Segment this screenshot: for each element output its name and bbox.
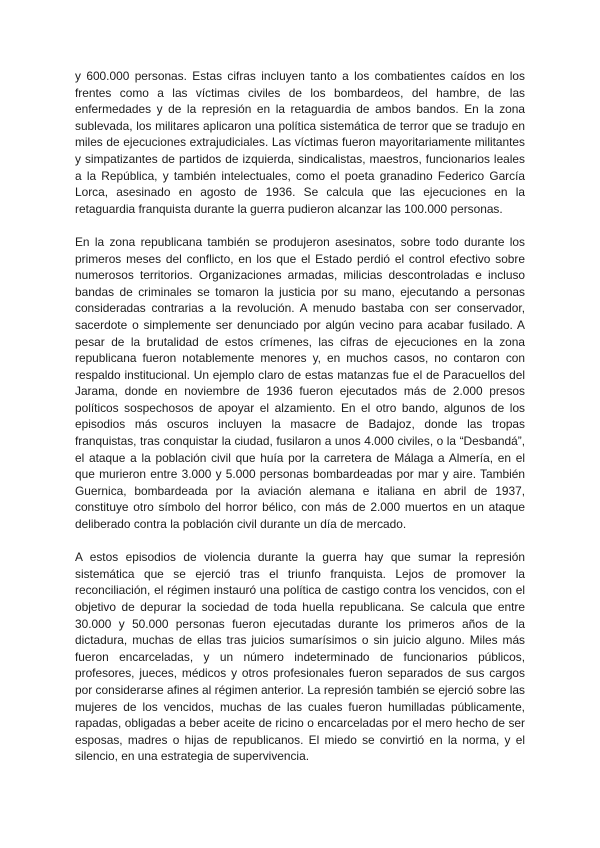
paragraph-3: A estos episodios de violencia durante la guerra hay que sumar la represión sistemática que se ejerció tras el triunfo franquista. Lejos de promover la reconciliación, el régimen instauró una política de castigo contra los vencidos, con el objetivo de depurar la sociedad de toda huella republicana. Se calcula que entre 30.000 y 50.000 personas fueron ejecutadas durante los primeros años de la dictadura, muchas de ellas tras juicios sumarísimos o sin juicio alguno. Miles más fueron encarceladas, y un número indeterminado de funcionarios públicos, profesores, jueces, médicos y otros profesionales fueron separados de sus cargos por considerarse afines al régimen anterior. La represión también se ejerció sobre las mujeres de los vencidos, muchas de las cuales fueron humilladas públicamente, rapadas, obligadas a beber aceite de ricino o encarceladas por el mero hecho de ser esposas, madres o hijas de republicanos. El miedo se convirtió en la norma, y el silencio, en una estrategia de supervivencia. [75, 550, 525, 764]
document-body [75, 68, 525, 782]
paragraph-1: y 600.000 personas. Estas cifras incluyen tanto a los combatientes caídos en los frentes como a las víctimas civiles de los bombardeos, del hambre, de las enfermedades y de la represión en la retaguardia de ambos bandos. En la zona sublevada, los militares aplicaron una política sistemática de terror que se tradujo en miles de ejecuciones extrajudiciales. Las víctimas fueron mayoritariamente militantes y simpatizantes de partidos de izquierda, sindicalistas, maestros, funcionarios leales a la República, y también intelectuales, como el poeta granadino Federico García Lorca, asesinado en agosto de 1936. Se calcula que las ejecuciones en la retaguardia franquista durante la guerra pudieron alcanzar las 100.000 personas. [75, 69, 525, 216]
paragraph-2: En la zona republicana también se produjeron asesinatos, sobre todo durante los primeros meses del conflicto, en los que el Estado perdió el control efectivo sobre numerosos territorios. Organizaciones armadas, milicias descontroladas e incluso bandas de criminales se tomaron la justicia por su mano, ejecutando a personas consideradas contrarias a la revolución. A menudo bastaba con ser conservador, sacerdote o simplemente ser denunciado por algún vecino para acabar fusilado. A pesar de la brutalidad de estos crímenes, las cifras de ejecuciones en la zona republicana fueron notablemente menores y, en muchos casos, no contaron con respaldo institucional. Un ejemplo claro de estas matanzas fue el de Paracuellos del Jarama, donde en noviembre de 1936 fueron ejecutados más de 2.000 presos políticos sospechosos de apoyar el alzamiento. En el otro bando, algunos de los episodios más oscuros incluyen la masacre de Badajoz, donde las tropas franquistas, tras conquistar la ciudad, fusilaron a unos 4.000 civiles, o la “Desbandá”, el ataque a la población civil que huía por la carretera de Málaga a Almería, en el que murieron entre 3.000 y 5.000 personas bombardeadas por mar y aire. También Guernica, bombardeada por la aviación alemana e italiana en abril de 1937, constituye otro símbolo del horror bélico, con más de 2.000 muertos en un ataque deliberado contra la población civil durante un día de mercado. [75, 234, 525, 532]
